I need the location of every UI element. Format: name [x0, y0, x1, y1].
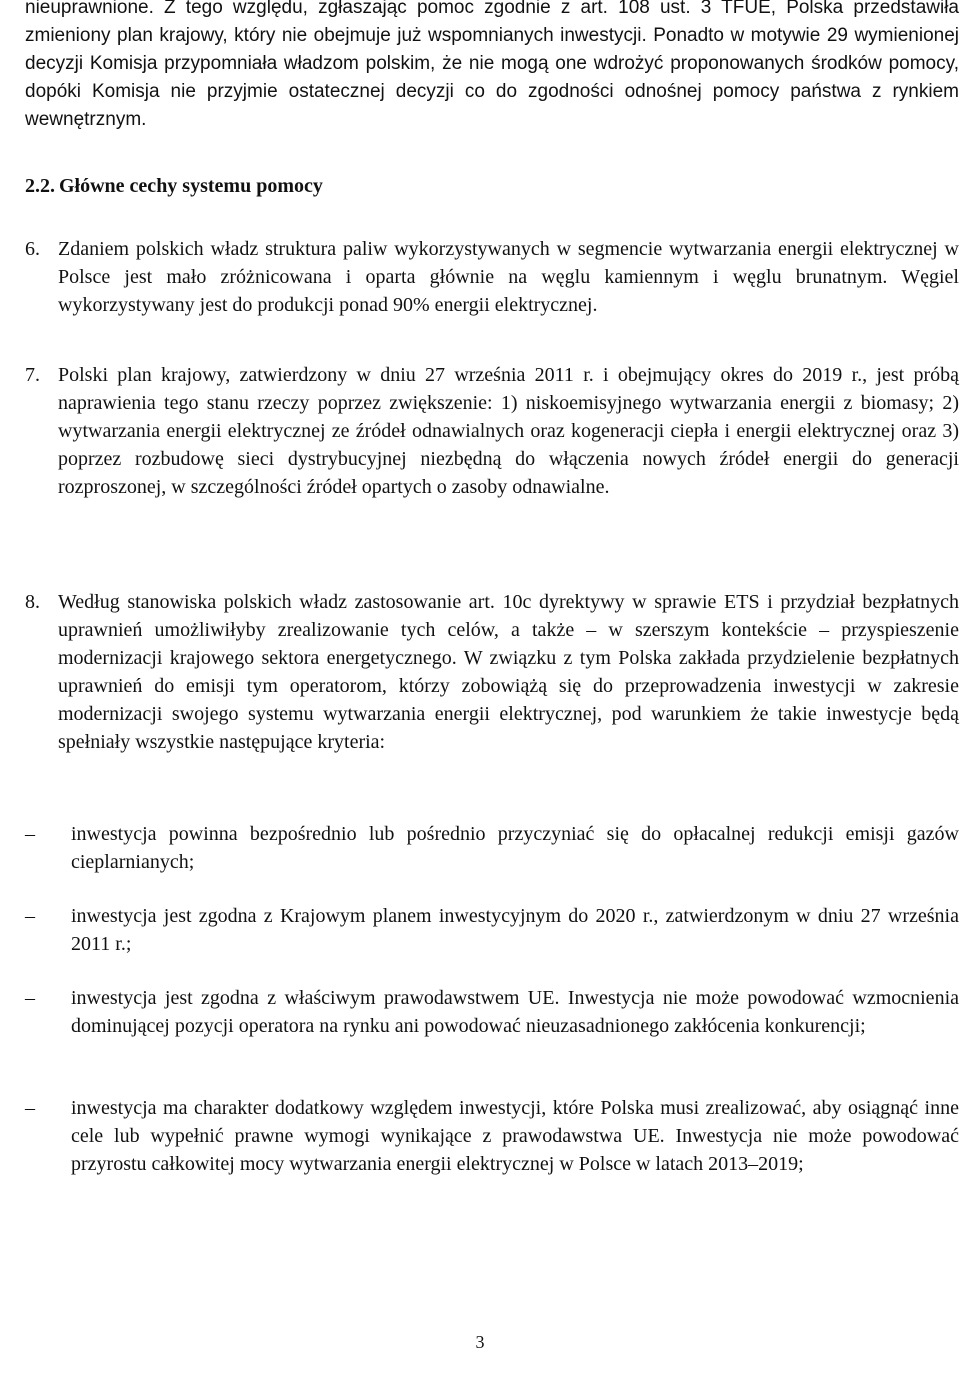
paragraph-number: 8.: [25, 591, 40, 613]
paragraph-number: 7.: [25, 364, 40, 386]
criteria-text: inwestycja powinna bezpośrednio lub pośrednio przyczyniać się do opłacalnej redukcji emisji gazów cieplarnianych;: [71, 823, 959, 873]
criteria-text: inwestycja jest zgodna z Krajowym planem inwestycyjnym do 2020 r., zatwierdzonym w dniu 27 września 2011 r.;: [71, 905, 959, 955]
section-number: 2.2.: [25, 175, 55, 197]
intro-paragraph: nieuprawnione. Z tego względu, zgłaszając pomoc zgodnie z art. 108 ust. 3 TFUE, Polska przedstawiła zmieniony plan krajowy, który nie obejmuje już wspomnianych inwestycji. Ponadto w motywie 29 wymienionej decyzji Komisja przypomniała władzom polskim, że nie mogą one wdrożyć proponowanych środków pomocy, dopóki Komisja nie przyjmie ostatecznej decyzji co do zgodności odnośnej pomocy państwa z rynkiem wewnętrznym.: [25, 0, 959, 130]
page-number: 3: [475, 1332, 485, 1352]
paragraph-7: [25, 361, 959, 501]
section-heading: [25, 172, 959, 200]
paragraph-text: Według stanowiska polskich władz zastosowanie art. 10c dyrektywy w sprawie ETS i przydział bezpłatnych uprawnień umożliwiłyby zrealizowanie tych celów, a także – w szerszym kontekście – przyspieszenie modernizacji krajowego sektora energetycznego. W związku z tym Polska zakłada przydzielenie bezpłatnych uprawnień do emisji tym operatorom, którzy zobowiążą się do przeprowadzenia inwestycji w zakresie modernizacji swojego systemu wytwarzania energii elektrycznej, pod warunkiem że takie inwestycje będą spełniały wszystkie następujące kryteria:: [58, 591, 959, 753]
section-title: Główne cechy systemu pomocy: [59, 175, 323, 197]
paragraph-text: Zdaniem polskich władz struktura paliw wykorzystywanych w segmencie wytwarzania energii elektrycznej w Polsce jest mało zróżnicowana i oparta głównie na węglu kamiennym i węglu brunatnym. Węgiel wykorzystywany jest do produkcji ponad 90% energii elektrycznej.: [58, 238, 959, 316]
dash-marker: –: [25, 987, 35, 1009]
paragraph-8: [25, 588, 959, 756]
criteria-item: [25, 1094, 959, 1178]
paragraph-text: Polski plan krajowy, zatwierdzony w dniu 27 września 2011 r. i obejmujący okres do 2019 r., jest próbą naprawienia tego stanu rzeczy poprzez zwiększenie: 1) niskoemisyjnego wytwarzania energii z biomasy; 2) wytwarzania energii elektrycznej ze źródeł odnawialnych oraz kogeneracji ciepła i energii elektrycznej oraz 3) poprzez rozbudowę sieci dystrybucyjnej niezbędną do włączenia nowych źródeł energii do generacji rozproszonej, w szczególności źródeł opartych o zasoby odnawialne.: [58, 364, 959, 498]
criteria-text: inwestycja ma charakter dodatkowy względem inwestycji, które Polska musi zrealizować, aby osiągnąć inne cele lub wypełnić prawne wymogi wynikające z prawodawstwa UE. Inwestycja nie może powodować przyrostu całkowitej mocy wytwarzania energii elektrycznej w Polsce w latach 2013–2019;: [71, 1097, 959, 1175]
dash-marker: –: [25, 823, 35, 845]
dash-marker: –: [25, 905, 35, 927]
criteria-item: [25, 902, 959, 958]
criteria-item: [25, 984, 959, 1040]
criteria-item: [25, 820, 959, 876]
criteria-text: inwestycja jest zgodna z właściwym prawodawstwem UE. Inwestycja nie może powodować wzmocnienia dominującej pozycji operatora na rynku ani powodować nieuzasadnionego zakłócenia konkurencji;: [71, 987, 959, 1037]
paragraph-6: [25, 235, 959, 319]
paragraph-number: 6.: [25, 238, 40, 260]
dash-marker: –: [25, 1097, 35, 1119]
